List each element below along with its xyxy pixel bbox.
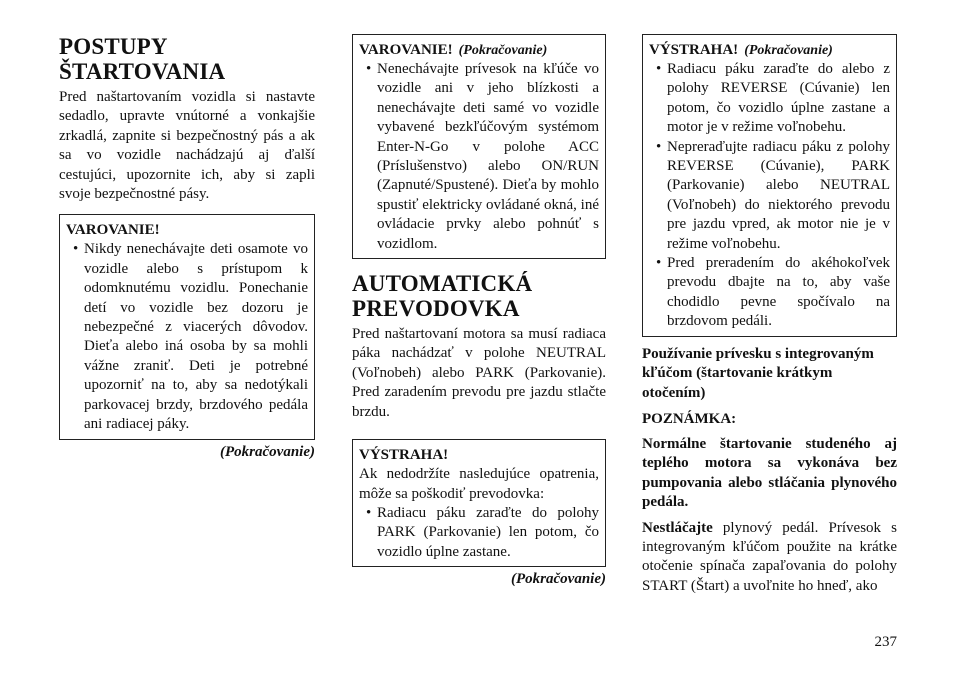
caution-list [359, 504, 599, 562]
caution-item: • Radiacu páku zaraďte do polohy PARK (Parkovanie) len potom, čo vozidlo úplne zastane. [366, 504, 599, 560]
section-heading-starting: POSTUPY ŠTARTOVANIA [59, 34, 226, 84]
instruction-paragraph: Nestláčajte plynový pedál. Prívesok s integrovaným kľúčom použite na krátke otočenie spínača zapaľovania do polohy START (Štart) a uvoľnite ho hneď, ako [642, 519, 897, 594]
continued-label: (Pokračovanie) [220, 443, 315, 460]
warning-title: VAROVANIE! [66, 222, 160, 239]
caution-box [352, 439, 606, 567]
subheading-key-fob-start: Používanie prívesku s integrovaným kľúčom (štartovanie krátkym otočením) [642, 345, 874, 401]
warning-item: • Nenechávajte prívesok na kľúče vo vozidle ani v jeho blízkosti a nenechávajte deti samé vo vozidle vybavené bezkľúčovým systémom Enter-N-Go v polohe ACC (Príslušenstvo) alebo ON/RUN (Zapnuté/Spustené). Dieťa by mohlo spustiť elektricky ovládané okná, iné ovládacie prvky alebo pohnúť s vozidlom. [366, 61, 599, 252]
intro-paragraph: Pred naštartovaním vozidla si nastavte sedadlo, upravte vnútorné a vonkajšie zrkadlá, zapnite si bezpečnostný pás a ak sa vo vozidle nachádzajú aj ďalší cestujúci, upozornite ich, aby si zapli svoje bezpečnostné pásy. [59, 89, 315, 203]
warning-list [359, 60, 599, 254]
column-left [59, 34, 315, 462]
continued-label: (Pokračovanie) [511, 571, 606, 588]
caution-item: • Radiacu páku zaraďte do alebo z polohy REVERSE (Cúvanie) len potom, čo vozidlo úplne zastane a motor je v režime voľnobehu. [656, 61, 890, 136]
caution-box-continued [642, 34, 897, 337]
caution-list [649, 60, 890, 332]
instruction-lead: Nestláčajte [642, 519, 713, 536]
caution-item: • Nepreraďujte radiacu páku z polohy REVERSE (Cúvanie), PARK (Parkovanie) alebo NEUTRAL (Voľnobeh) do niektorého prevodu pre jazdu vpred, ak motor nie je v režime voľnobehu. [656, 138, 890, 252]
warning-title: VAROVANIE! (Pokračovanie) [359, 42, 548, 58]
note-title: POZNÁMKA: [642, 410, 737, 427]
warning-box [59, 214, 315, 439]
caution-title: VÝSTRAHA! (Pokračovanie) [649, 42, 833, 58]
note-text: Normálne štartovanie studeného aj teplého motora sa vykonáva bez pumpovania alebo stláčania plynového pedála. [642, 435, 897, 511]
transmission-paragraph: Pred naštartovaní motora sa musí radiaca páka nachádzať v polohe NEUTRAL (Voľnobeh) alebo PARK (Parkovanie). Pred zaradením prevodu pre jazdu stlačte brzdu. [352, 326, 606, 420]
page-number: 237 [874, 634, 897, 650]
caution-title: VÝSTRAHA! [359, 447, 449, 464]
caution-text: Ak nedodržíte nasledujúce opatrenia, môže sa poškodiť prevodovka: [359, 466, 599, 502]
warning-box-continued [352, 34, 606, 259]
column-right [642, 34, 897, 596]
column-middle [352, 34, 606, 589]
warning-item: • Nikdy nenechávajte deti osamote vo vozidle alebo s prístupom k odomknutému vozidlu. Ponechanie detí vo vozidle bez dozoru je nebezpečné z viacerých dôvodov. Dieťa alebo iná osoba by sa mohli vážne zraniť. Deti je potrebné upozorniť na to, aby sa nedotýkali parkovacej brzdy, brzdového pedála ani radiacej páky. [73, 241, 308, 433]
caution-item: • Pred preradením do akéhokoľvek prevodu dbajte na to, aby vaše chodidlo pevne spočívalo na brzdovom pedáli. [656, 255, 890, 330]
warning-list [66, 240, 308, 434]
section-heading-automatic-transmission: AUTOMATICKÁ PREVODOVKA [352, 271, 533, 322]
